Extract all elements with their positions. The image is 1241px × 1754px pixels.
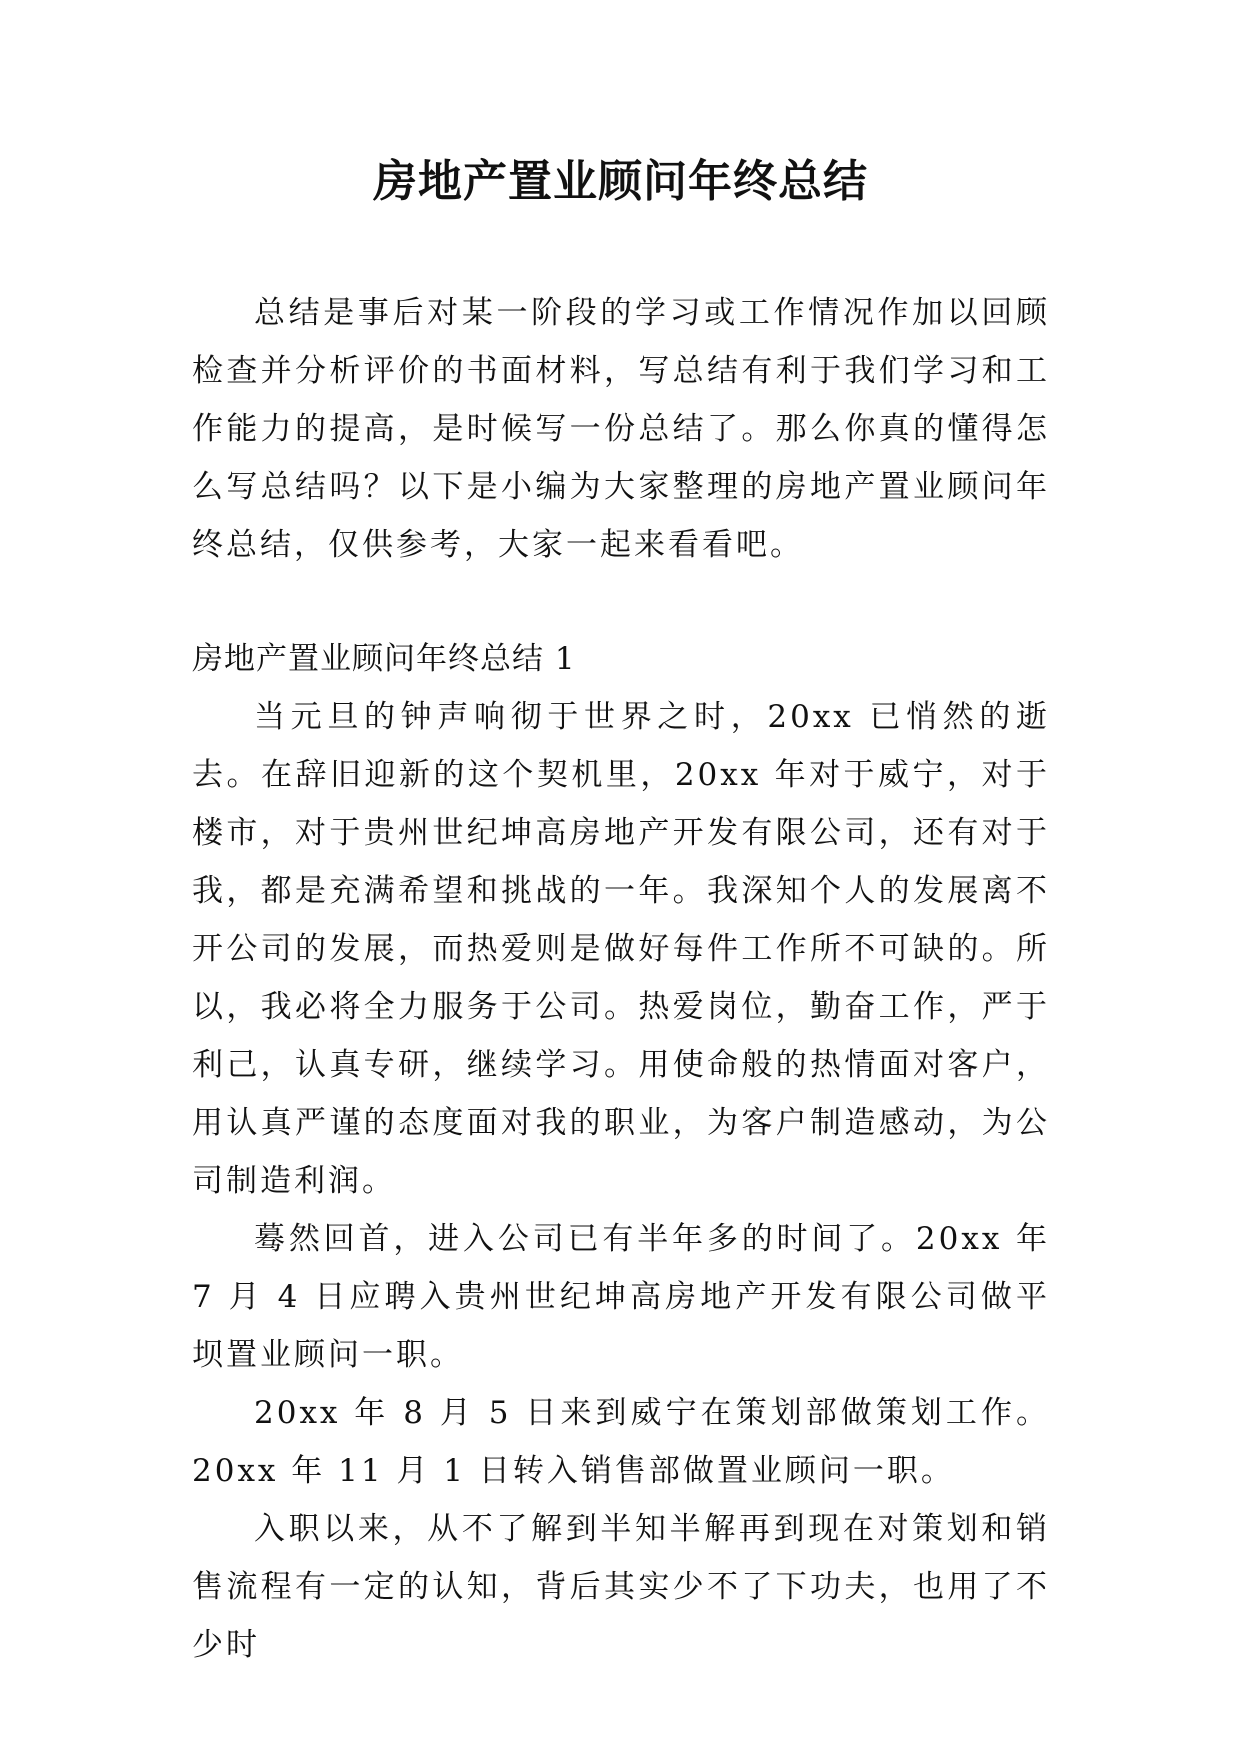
document-title: 房地产置业顾问年终总结 <box>373 156 868 207</box>
body-paragraph: 蓦然回首，进入公司已有半年多的时间了。20xx 年 7 月 4 日应聘入贵州世纪坤高房地产开发有限公司做平坝置业顾问一职。 <box>192 1221 1050 1373</box>
intro-paragraph: 总结是事后对某一阶段的学习或工作情况作加以回顾检查并分析评价的书面材料，写总结有利于我们学习和工作能力的提高，是时候写一份总结了。那么你真的懂得怎么写总结吗？以下是小编为大家整理的房地产置业顾问年终总结，仅供参考，大家一起来看看吧。 <box>192 295 1050 563</box>
body-paragraph: 入职以来，从不了解到半知半解再到现在对策划和销售流程有一定的认知，背后其实少不了下功夫，也用了不少时 <box>192 1511 1050 1663</box>
section-heading: 房地产置业顾问年终总结 1 <box>192 641 576 677</box>
body-paragraph: 20xx 年 8 月 5 日来到威宁在策划部做策划工作。20xx 年 11 月 1 日转入销售部做置业顾问一职。 <box>192 1395 1050 1489</box>
document-body <box>192 284 1050 1674</box>
body-paragraph: 当元旦的钟声响彻于世界之时，20xx 已悄然的逝去。在辞旧迎新的这个契机里，20xx 年对于威宁，对于楼市，对于贵州世纪坤高房地产开发有限公司，还有对于我，都是充满希望和挑战的一年。我深知个人的发展离不开公司的发展，而热爱则是做好每件工作所不可缺的。所以，我必将全力服务于公司。热爱岗位，勤奋工作，严于利己，认真专研，继续学习。用使命般的热情面对客户，用认真严谨的态度面对我的职业，为客户制造感动，为公司制造利润。 <box>192 699 1050 1199</box>
